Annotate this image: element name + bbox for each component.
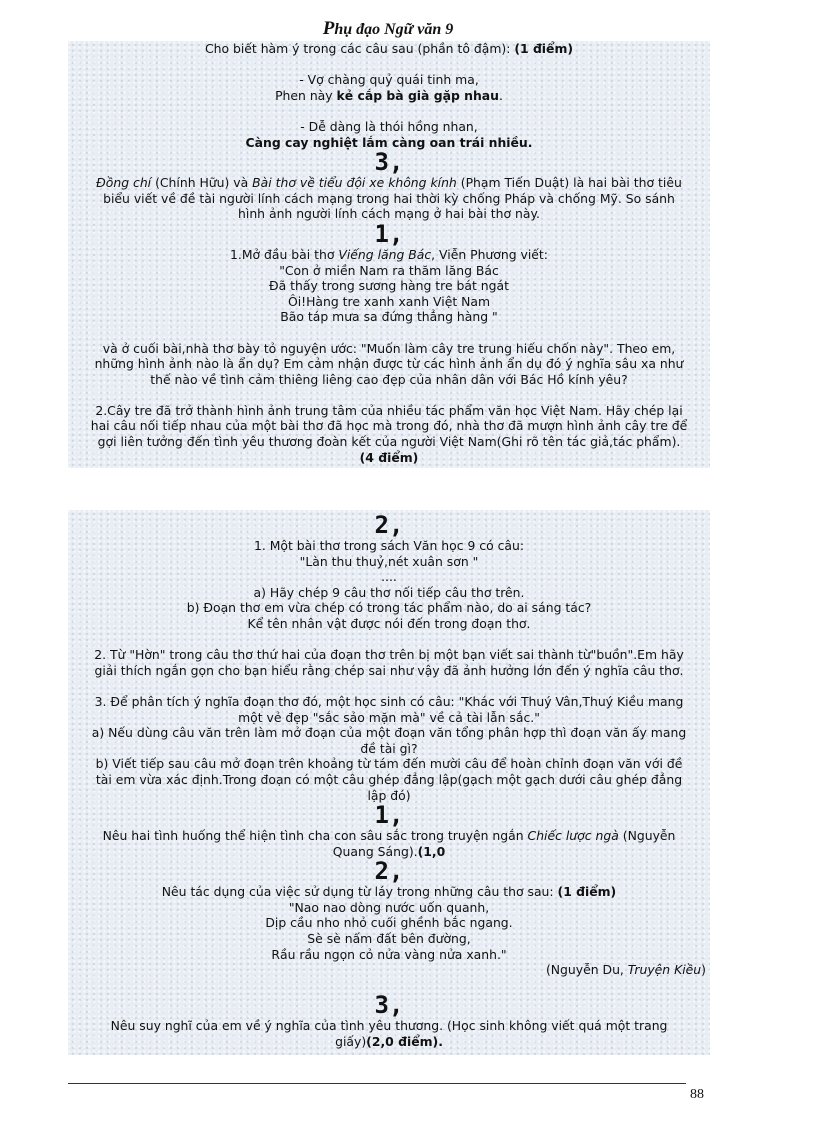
t2-intro: Nêu tác dụng của việc sử dụng từ láy trong những câu thơ sau: (1 điểm)	[161, 884, 617, 900]
poem-source: (Nguyễn Du, Truyện Kiều)	[545, 962, 706, 978]
poem-line: Rầu rầu ngọn cỏ nửa vàng nửa xanh."	[271, 946, 507, 962]
poem-line: "Nao nao dòng nước uốn quanh,	[288, 899, 490, 915]
header-title-text: hụ đạo Ngữ văn 9	[334, 21, 454, 38]
paragraph-line: a) Nếu dùng câu văn trên làm mở đoạn của một đoạn văn tổng phân hợp thì đoạn văn ấy mang	[91, 725, 687, 741]
intro-line: Cho biết hàm ý trong các câu sau (phần tô đậm): (1 điểm)	[204, 41, 574, 56]
paragraph-line: gợi liên tưởng đến tình yêu thương đoàn kết của người Việt Nam(Ghi rõ tên tác giả,tác phẩm).	[97, 434, 681, 450]
paragraph-line: 2. Từ "Hờn" trong câu thơ thứ hai của đoạn thơ trên bị một bạn viết sai thành từ"buồn".Em hãy	[94, 647, 684, 663]
q3-line2: biểu viết về đề tài người lính cách mạng trong hai thời kỳ chống Pháp và chống Mỹ. So sánh	[103, 190, 675, 206]
paragraph-line: và ở cuối bài,nhà thơ bày tỏ nguyện ước: "Muốn làm cây tre trung hiếu chốn này". Theo em,	[102, 340, 676, 356]
t3-line2: giấy)(2,0 điểm).	[335, 1034, 443, 1050]
question-number: 1,	[374, 801, 404, 830]
paragraph-line: giải thích ngắn gọn cho bạn hiểu rằng chép sai như vậy đã ảnh hưởng lớn đến ý nghĩa câu thơ.	[94, 662, 684, 678]
poem-line: "Con ở miền Nam ra thăm lăng Bác	[279, 262, 499, 278]
poem-line: Bão táp mưa sa đứng thẳng hàng "	[280, 309, 498, 325]
poem-line: Sè sè nấm đất bên đường,	[307, 931, 471, 947]
s2-item-b: b) Đoạn thơ em vừa chép có trong tác phẩm nào, do ai sáng tác?	[186, 600, 592, 616]
paragraph-line: 2.Cây tre đã trở thành hình ảnh trung tâm của nhiều tác phẩm văn học Việt Nam. Hãy chép lại	[95, 402, 683, 418]
paragraph-line: những hình ảnh nào là ẩn dụ? Em cảm nhận được từ các hình ảnh ẩn dụ đó ý nghĩa sâu xa như	[94, 356, 684, 372]
poem1-line2: Phen này kẻ cắp bà già gặp nhau.	[275, 87, 503, 103]
poem1-line1: - Vợ chàng quỷ quái tinh ma,	[299, 72, 479, 88]
paragraph-line: b) Viết tiếp sau câu mở đoạn trên khoảng từ tám đến mười câu để hoàn chỉnh đoạn văn với đề	[95, 756, 683, 772]
poem-line: Dịp cầu nho nhỏ cuối ghềnh bắc ngang.	[265, 915, 513, 931]
score-label: (1,0	[417, 843, 446, 859]
poem-line: Đã thấy trong sương hàng tre bát ngát	[269, 278, 509, 294]
question-number: 3,	[374, 991, 404, 1020]
t3-line1: Nêu suy nghĩ của em về ý nghĩa của tình yêu thương. (Học sinh không viết quá một trang	[110, 1018, 668, 1034]
s2-item-a: a) Hãy chép 9 câu thơ nối tiếp câu thơ trên.	[253, 584, 525, 600]
q1-intro: 1.Mở đầu bài thơ Viếng lăng Bác, Viễn Phương viết:	[230, 246, 548, 262]
paragraph-line: một vẻ đẹp "sắc sảo mặn mà" về cả tài lẫn sắc."	[238, 709, 540, 725]
s2-quote: "Làn thu thuỷ,nét xuân sơn "	[299, 553, 479, 569]
paragraph-line: tài em vừa xác định.Trong đoạn có một câu ghép đẳng lập(gạch một gạch dưới câu ghép đẳng	[95, 771, 683, 787]
paragraph-line: đề tài gì?	[360, 740, 418, 756]
poem2-line1: - Dễ dàng là thói hồng nhan,	[300, 118, 478, 134]
score-label: (1 điểm)	[514, 41, 574, 56]
footer-divider	[68, 1083, 686, 1084]
question-number: 2,	[374, 857, 404, 886]
s2-intro: 1. Một bài thơ trong sách Văn học 9 có câu:	[253, 538, 525, 553]
score-label: (4 điểm)	[359, 449, 419, 465]
header-title-initial: P	[322, 18, 335, 39]
s2-item-c: Kể tên nhân vật được nói đến trong đoạn thơ.	[247, 615, 531, 631]
question-number: 2,	[374, 511, 404, 539]
paragraph-line: thế nào về tình cảm thiêng liêng cao đẹp của nhân dân với Bác Hồ kính yêu?	[150, 371, 628, 387]
score-label: (2,0 điểm).	[366, 1034, 443, 1050]
exam-panel-2	[68, 510, 710, 1055]
question-number: 1,	[374, 219, 404, 248]
exam-panel-1	[68, 41, 710, 468]
score-label: (1 điểm)	[557, 884, 617, 900]
s2-dots: ....	[381, 569, 397, 585]
paragraph-line: hai câu nối tiếp nhau của một bài thơ đã học mà trong đó, nhà thơ đã mượn hình ảnh cây tre để	[90, 418, 688, 434]
t1-line2: Quang Sáng).(1,0	[332, 843, 446, 859]
q3-line1: Đồng chí (Chính Hữu) và Bài thơ về tiểu đội xe không kính (Phạm Tiến Duật) là hai bài thơ tiêu	[96, 175, 682, 191]
poem-line: Ôi!Hàng tre xanh xanh Việt Nam	[287, 293, 491, 309]
poem2-line2: Càng cay nghiệt lắm càng oan trái nhiều.	[245, 134, 533, 150]
page-header-title	[68, 18, 708, 40]
page-number: 88	[690, 1087, 704, 1102]
t1-line1: Nêu hai tình huống thể hiện tình cha con sâu sắc trong truyện ngắn Chiếc lược ngà (Nguyễn	[102, 828, 676, 844]
paragraph-line: lập đó)	[367, 787, 411, 803]
paragraph-line: 3. Để phân tích ý nghĩa đoạn thơ đó, một học sinh có câu: "Khác với Thuý Vân,Thuý Kiều mang	[94, 693, 684, 709]
q3-line3: hình ảnh người lính cách mạng ở hai bài thơ này.	[238, 206, 540, 222]
question-number: 3,	[374, 148, 404, 177]
